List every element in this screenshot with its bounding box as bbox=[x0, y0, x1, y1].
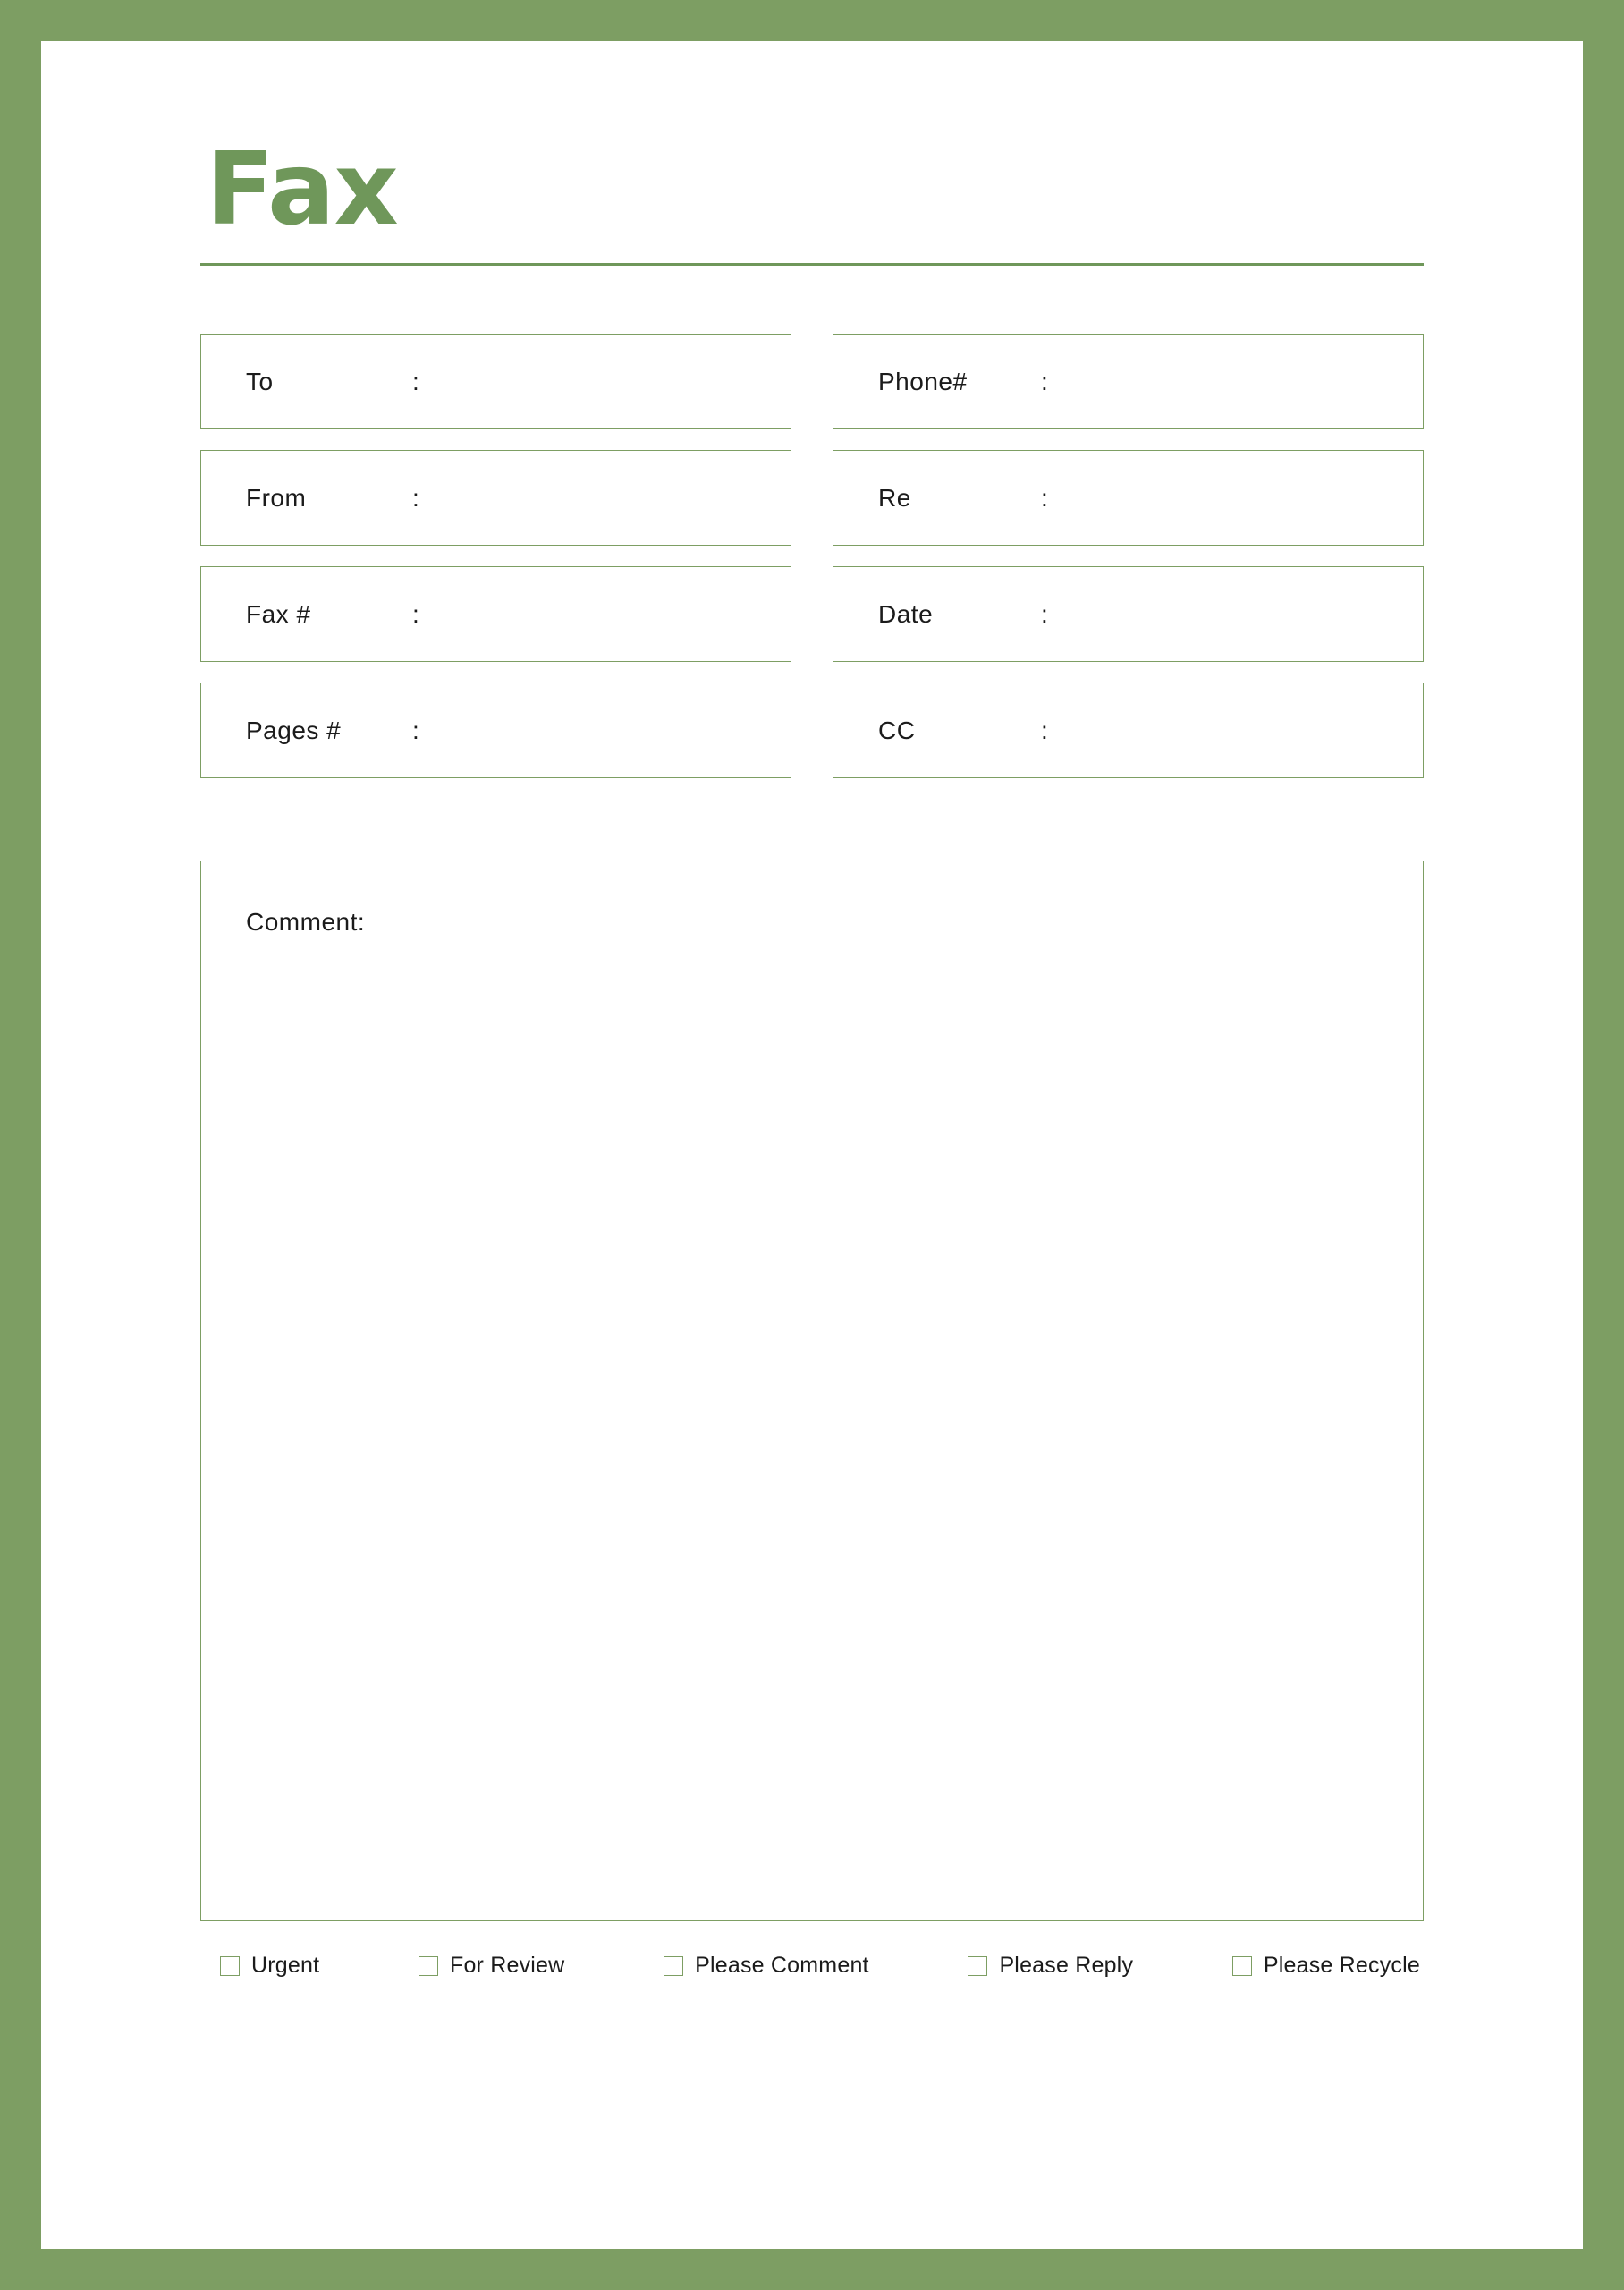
field-pages-label: Pages # bbox=[246, 716, 342, 744]
field-re-label: Re bbox=[878, 483, 911, 512]
comment-label: Comment bbox=[246, 908, 358, 936]
field-date-label: Date bbox=[878, 599, 934, 628]
checkbox-square-icon[interactable] bbox=[220, 1956, 240, 1976]
checkbox-please-reply-label: Please Reply bbox=[999, 1953, 1134, 1978]
field-from-colon: : bbox=[412, 483, 419, 512]
field-phone-colon: : bbox=[1041, 367, 1048, 395]
title-divider bbox=[200, 263, 1424, 266]
field-to[interactable] bbox=[200, 334, 791, 429]
checkbox-for-review[interactable] bbox=[419, 1953, 564, 1979]
checkbox-for-review-label: For Review bbox=[449, 1953, 565, 1978]
checkbox-urgent-label: Urgent bbox=[251, 1953, 320, 1978]
checkbox-urgent[interactable] bbox=[220, 1953, 319, 1979]
field-re-colon: : bbox=[1041, 483, 1048, 512]
field-re[interactable] bbox=[833, 450, 1424, 546]
field-cc[interactable] bbox=[833, 683, 1424, 778]
fax-content bbox=[200, 131, 1424, 2142]
checkbox-please-recycle[interactable] bbox=[1232, 1953, 1420, 1979]
field-pages-colon: : bbox=[412, 716, 419, 744]
field-cc-label: CC bbox=[878, 716, 916, 744]
field-cc-colon: : bbox=[1041, 716, 1048, 744]
checkbox-square-icon[interactable] bbox=[664, 1956, 683, 1976]
field-date-colon: : bbox=[1041, 599, 1048, 628]
checkbox-please-comment[interactable] bbox=[664, 1953, 869, 1979]
field-to-label: To bbox=[246, 367, 274, 395]
checkbox-square-icon[interactable] bbox=[968, 1956, 987, 1976]
field-phone-label: Phone# bbox=[878, 367, 968, 395]
checkbox-please-comment-label: Please Comment bbox=[695, 1953, 869, 1978]
checkbox-please-reply[interactable] bbox=[968, 1953, 1133, 1979]
field-from-label: From bbox=[246, 483, 307, 512]
field-to-colon: : bbox=[412, 367, 419, 395]
page-title: Fax bbox=[206, 131, 398, 248]
field-fax-number-label: Fax # bbox=[246, 599, 311, 628]
field-pages[interactable] bbox=[200, 683, 791, 778]
checkbox-square-icon[interactable] bbox=[419, 1956, 438, 1976]
fax-sheet bbox=[41, 41, 1583, 2249]
fax-fields-grid bbox=[200, 334, 1424, 778]
field-from[interactable] bbox=[200, 450, 791, 546]
field-phone[interactable] bbox=[833, 334, 1424, 429]
comment-colon: : bbox=[357, 908, 366, 936]
checkbox-row bbox=[200, 1953, 1424, 1979]
checkbox-please-recycle-label: Please Recycle bbox=[1263, 1953, 1420, 1978]
comment-area[interactable] bbox=[200, 861, 1424, 1921]
field-fax-number-colon: : bbox=[412, 599, 419, 628]
field-fax-number[interactable] bbox=[200, 566, 791, 662]
field-date[interactable] bbox=[833, 566, 1424, 662]
checkbox-square-icon[interactable] bbox=[1232, 1956, 1252, 1976]
